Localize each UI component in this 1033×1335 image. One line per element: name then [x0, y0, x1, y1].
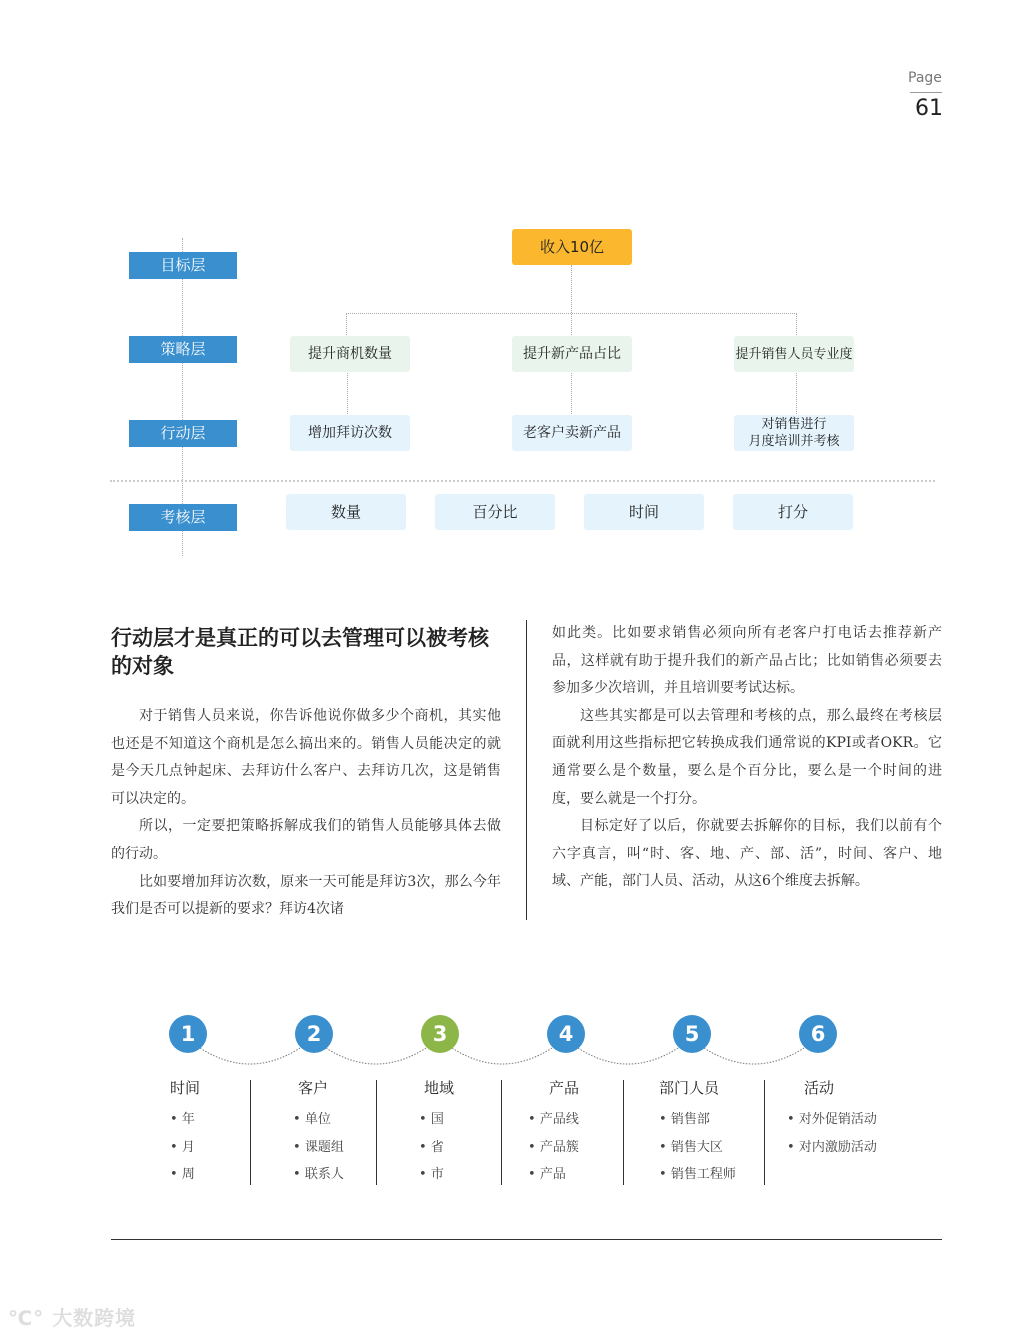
- dimension-title: 活动: [804, 1079, 835, 1097]
- dimension-title: 部门人员: [659, 1079, 720, 1097]
- column-divider: [526, 620, 527, 920]
- list-item: • 省: [419, 1134, 503, 1162]
- action-box: 增加拜访次数: [290, 415, 410, 451]
- dimension-title: 产品: [549, 1079, 580, 1097]
- list-item: • 销售大区: [659, 1134, 750, 1162]
- dimension-title: 时间: [170, 1079, 201, 1097]
- layer-goal: 目标层: [129, 252, 237, 279]
- dimension-product: [502, 1078, 628, 1189]
- list-item: • 国: [419, 1106, 503, 1134]
- connector: [796, 371, 797, 414]
- strategy-box: 提升销售人员专业度: [734, 336, 854, 372]
- footer-rule: [111, 1239, 942, 1240]
- list-item: • 对外促销活动: [787, 1106, 905, 1134]
- layer-strategy: 策略层: [129, 336, 237, 363]
- paragraph: 目标定好了以后，你就要去拆解你的目标，我们以前有个六字真言，叫“时、客、地、产、部、活”，时间、客户、地域、产能，部门人员、活动，从这6个维度去拆解。: [552, 818, 942, 890]
- list-item: • 单位: [293, 1106, 377, 1134]
- step-circle-3: 3: [421, 1015, 459, 1053]
- connector: [346, 313, 797, 335]
- right-column: [552, 620, 942, 896]
- step-circle-4: 4: [547, 1015, 585, 1053]
- paragraph: 比如要增加拜访次数，原来一天可能是拜访3次，那么今年我们是否可以提新的要求？拜访4次诸: [111, 873, 501, 918]
- list-item: • 课题组: [293, 1134, 377, 1162]
- paragraph: 所以，一定要把策略拆解成我们的销售人员能够具体去做的行动。: [111, 818, 501, 862]
- page-number: 61: [915, 96, 943, 121]
- strategy-box: 提升商机数量: [290, 336, 410, 372]
- strategy-box: 提升新产品占比: [512, 336, 632, 372]
- paragraph: 这些其实都是可以去管理和考核的点，那么最终在考核层面就利用这些指标把它转换成我们通常说的KPI或者OKR。它通常要么是个数量，要么是个百分比，要么是一个时间的进度，要么就是一个打分。: [552, 707, 942, 807]
- watermark-text: 大数跨境: [52, 1306, 137, 1330]
- step-circle-2: 2: [295, 1015, 333, 1053]
- step-circle-6: 6: [799, 1015, 837, 1053]
- list-item: • 产品线: [528, 1106, 628, 1134]
- layer-assessment: 考核层: [129, 504, 237, 531]
- list-item: • 产品: [528, 1161, 628, 1189]
- metric-box: 时间: [584, 494, 704, 530]
- dimension-connectors: [0, 1000, 1033, 1080]
- page-label: Page: [908, 70, 942, 86]
- action-line: 月度培训并考核: [748, 434, 840, 449]
- action-box: [734, 415, 854, 451]
- list-item: • 月: [170, 1134, 276, 1162]
- paragraph: 对于销售人员来说，你告诉他说你做多少个商机，其实他也还是不知道这个商机是怎么搞出来的。销售人员能决定的就是今天几点钟起床、去拜访什么客户、去拜访几次，这是销售可以决定的。: [111, 708, 501, 807]
- metric-box: 百分比: [435, 494, 555, 530]
- dimension-activity: [765, 1078, 905, 1161]
- connector: [571, 371, 572, 414]
- dimension-title: 地域: [424, 1079, 455, 1097]
- step-circle-5: 5: [673, 1015, 711, 1053]
- dimension-customer: [251, 1078, 377, 1189]
- page-rule: [910, 92, 942, 93]
- watermark-logo: ℃° 大数跨境: [8, 1306, 137, 1330]
- metric-box: 数量: [286, 494, 406, 530]
- section-title: 行动层才是真正的可以去管理可以被考核的对象: [111, 626, 489, 678]
- action-box: 老客户卖新产品: [512, 415, 632, 451]
- metric-box: 打分: [733, 494, 853, 530]
- list-item: • 周: [170, 1161, 276, 1189]
- list-item: • 销售工程师: [659, 1161, 750, 1189]
- dimension-region: [377, 1078, 503, 1189]
- list-item: • 对内激励活动: [787, 1134, 905, 1162]
- list-item: • 年: [170, 1106, 276, 1134]
- dimension-title: 客户: [298, 1079, 329, 1097]
- list-item: • 市: [419, 1161, 503, 1189]
- paragraph: 如此类。比如要求销售必须向所有老客户打电话去推荐新产品，这样就有助于提升我们的新产品占比；比如销售必须要去参加多少次培训，并且培训要考试达标。: [552, 625, 942, 697]
- list-item: • 产品簇: [528, 1134, 628, 1162]
- dimension-department: [624, 1078, 750, 1189]
- list-item: • 销售部: [659, 1106, 750, 1134]
- connector: [347, 371, 348, 414]
- action-line: 对销售进行: [761, 417, 827, 432]
- left-column: [111, 703, 501, 924]
- list-item: • 联系人: [293, 1161, 377, 1189]
- step-circle-1: 1: [169, 1015, 207, 1053]
- layer-action: 行动层: [129, 420, 237, 447]
- goal-box: 收入10亿: [512, 229, 632, 265]
- assessment-divider: [110, 480, 935, 482]
